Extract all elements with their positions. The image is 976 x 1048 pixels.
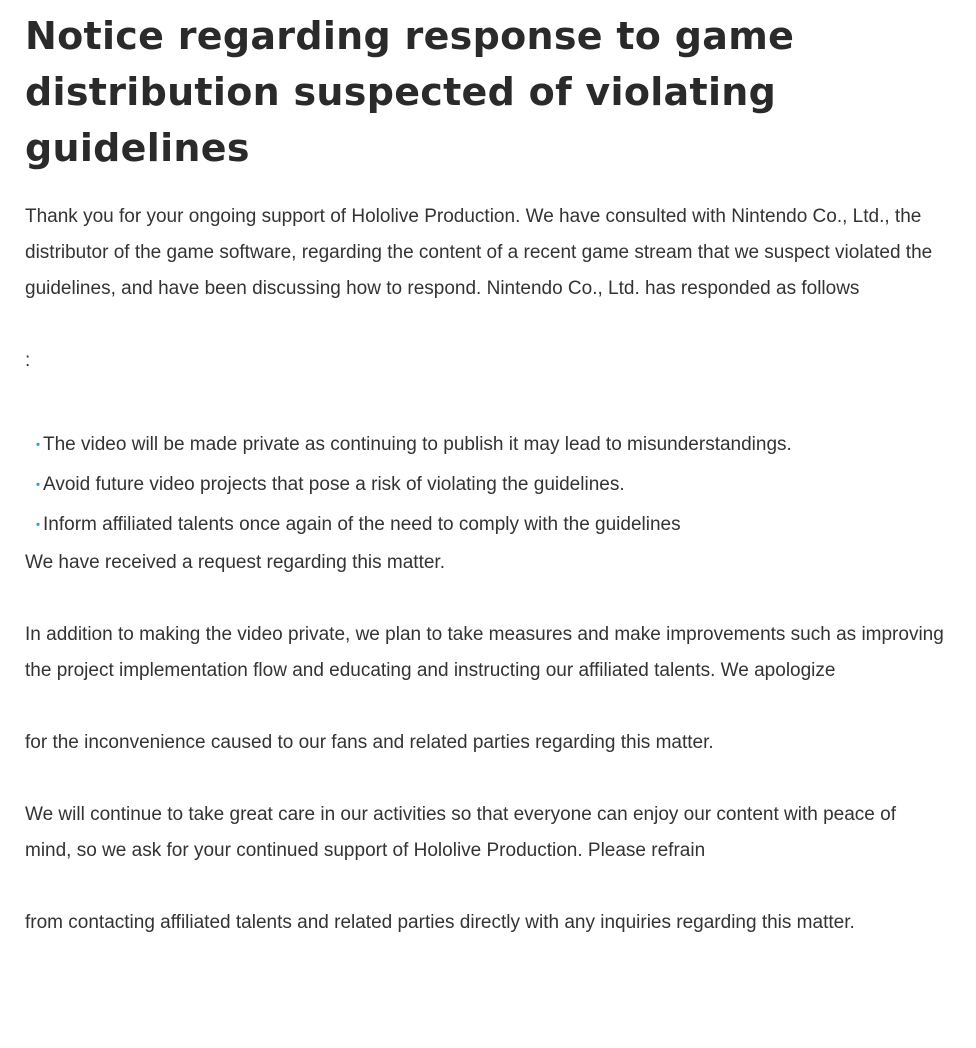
list-item xyxy=(25,505,945,545)
list-item-text: Avoid future video projects that pose a risk of violating the guidelines. xyxy=(43,474,625,495)
spacer xyxy=(25,379,945,425)
intro-paragraph: Thank you for your ongoing support of Hololive Production. We have consulted with Nintendo Co., Ltd., the distributor of the game software, regarding the content of a recent game stream that we suspect violated the guidelines, and have been discussing how to respond. Nintendo Co., Ltd. has responded as follows xyxy=(25,206,933,299)
bullet-icon: ・ xyxy=(31,437,45,453)
article xyxy=(25,0,955,933)
list-item xyxy=(25,425,945,465)
bullet-icon: ・ xyxy=(31,477,45,493)
apology-paragraph: for the inconvenience caused to our fans and related parties regarding this matter. xyxy=(25,732,714,753)
spacer xyxy=(25,307,945,343)
colon-line: : xyxy=(25,350,31,371)
spacer xyxy=(25,581,945,617)
list-item-text: Inform affiliated talents once again of the need to comply with the guidelines xyxy=(43,514,681,535)
request-paragraph: We have received a request regarding this matter. xyxy=(25,552,445,573)
measures-paragraph: In addition to making the video private, we plan to take measures and make improvements such as improving the project implementation flow and educating and instructing our affiliated talents. We apologize xyxy=(25,624,944,681)
list-item-text: The video will be made private as continuing to publish it may lead to misunderstandings. xyxy=(43,434,792,455)
continue-paragraph: We will continue to take great care in our activities so that everyone can enjoy our content with peace of mind, so we ask for your continued support of Hololive Production. Please refrain xyxy=(25,804,896,861)
bullet-icon: ・ xyxy=(31,517,45,533)
page-title: Notice regarding response to game distribution suspected of violating guidelines xyxy=(25,14,795,170)
response-list xyxy=(25,425,945,545)
spacer xyxy=(25,869,945,905)
list-item xyxy=(25,465,945,505)
spacer xyxy=(25,689,945,725)
article-body xyxy=(25,199,945,941)
refrain-paragraph: from contacting affiliated talents and related parties directly with any inquiries regarding this matter. xyxy=(25,912,855,933)
spacer xyxy=(25,761,945,797)
